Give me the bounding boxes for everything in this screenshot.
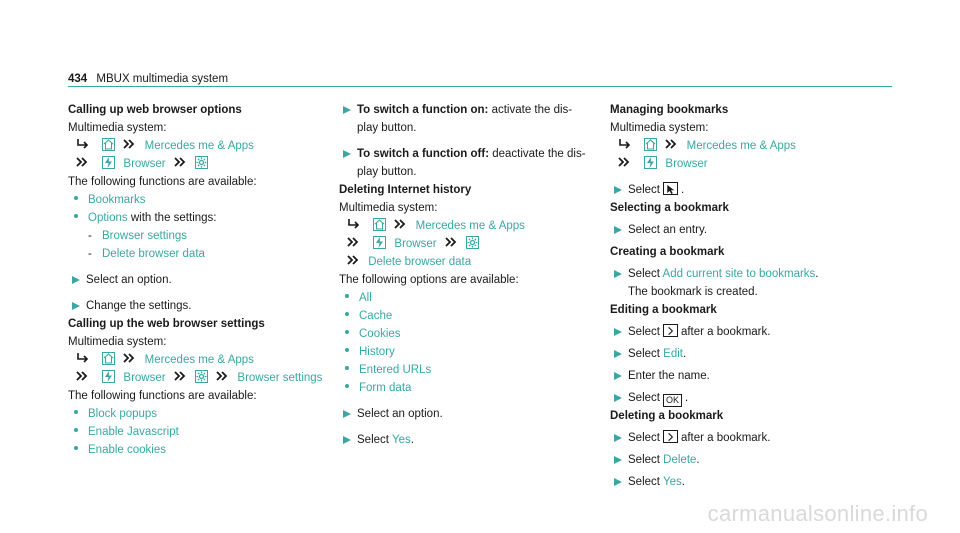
step-item: Select an entry.: [610, 221, 890, 239]
watermark: carmanualsonline.info: [707, 501, 928, 526]
column-2: [339, 101, 599, 449]
step-item: Select after a bookmark.: [610, 429, 890, 447]
multimedia-label: Multimedia system:: [68, 336, 167, 348]
step-note: The bookmark is created.: [628, 286, 758, 298]
link-block-popups[interactable]: Block popups: [88, 408, 158, 420]
nav-path: [339, 217, 599, 235]
header-divider: [68, 86, 892, 87]
bullet: [74, 410, 78, 414]
step-continuation: play button.: [357, 122, 417, 134]
step-triangle-icon: [614, 226, 622, 234]
step-item: Select Yes.: [610, 473, 890, 491]
bullet: [74, 196, 78, 200]
list-item: [339, 343, 599, 361]
step-triangle-icon: [614, 372, 622, 380]
step-triangle-icon: [614, 456, 622, 464]
link-cookies[interactable]: Cookies: [359, 328, 401, 340]
double-chevron-icon: [76, 371, 89, 381]
list-item: [339, 307, 599, 325]
list-item: [68, 191, 328, 209]
nav-path-2: [68, 155, 328, 173]
step-triangle-icon: [614, 478, 622, 486]
nav-path-2: [339, 235, 599, 253]
header-title: MBUX multimedia system: [96, 73, 229, 85]
nav-link-mercedes-me[interactable]: Mercedes me & Apps: [144, 354, 254, 366]
nav-path-3: [339, 253, 599, 271]
intro-text: The following options are available:: [339, 274, 519, 286]
bullet: [345, 330, 349, 334]
bullet: [74, 428, 78, 432]
list-item: [68, 405, 328, 423]
chevron-right-icon: [663, 430, 678, 443]
gear-icon: [466, 236, 479, 249]
link-form-data[interactable]: Form data: [359, 382, 412, 394]
column-1: [68, 101, 328, 459]
nav-link-delete-browser-data[interactable]: Delete browser data: [368, 256, 472, 268]
step-item: Select OK .: [610, 389, 890, 407]
browser-globe-icon: [373, 236, 386, 249]
chevron-right-icon: [663, 324, 678, 337]
link-history[interactable]: History: [359, 346, 395, 358]
step-triangle-icon: [343, 106, 351, 114]
link-bookmarks[interactable]: Bookmarks: [88, 194, 146, 206]
section-title: Editing a bookmark: [610, 304, 717, 316]
step-triangle-icon: [343, 410, 351, 418]
nav-link-browser[interactable]: Browser: [123, 372, 166, 384]
browser-globe-icon: [102, 156, 115, 169]
gear-icon: [195, 156, 208, 169]
home-icon: [644, 138, 657, 151]
bullet: [345, 384, 349, 388]
link-cache[interactable]: Cache: [359, 310, 393, 322]
home-icon: [102, 352, 115, 365]
section-title: Calling up the web browser settings: [68, 318, 265, 330]
link-options[interactable]: Options: [88, 212, 128, 224]
link-delete-browser-data[interactable]: Delete browser data: [102, 248, 205, 260]
link-enable-javascript[interactable]: Enable Javascript: [88, 426, 179, 438]
ok-key-icon: OK: [663, 394, 682, 407]
section-title: Deleting a bookmark: [610, 410, 724, 422]
step-triangle-icon: [614, 328, 622, 336]
step-triangle-icon: [614, 434, 622, 442]
return-arrow-icon: [347, 218, 361, 230]
step-triangle-icon: [614, 270, 622, 278]
step-item: To switch a function on: activate the dis-: [339, 101, 599, 119]
step-item: Select after a bookmark.: [610, 323, 890, 341]
home-icon: [102, 138, 115, 151]
multimedia-label: Multimedia system:: [610, 122, 709, 134]
page-number: 434: [68, 73, 88, 85]
multimedia-label: Multimedia system:: [68, 122, 167, 134]
step-item: Select Delete.: [610, 451, 890, 469]
step-item: Select Edit.: [610, 345, 890, 363]
bullet: [74, 214, 78, 218]
step-item: Select .: [610, 181, 890, 199]
browser-globe-icon: [102, 370, 115, 383]
list-item: [68, 209, 328, 227]
step-item: To switch a function off: deactivate the dis-: [339, 145, 599, 163]
step-item: Enter the name.: [610, 367, 890, 385]
list-text: with the settings:: [127, 212, 217, 224]
nav-path-2: [610, 155, 890, 173]
double-chevron-icon: [665, 139, 678, 149]
nav-link-browser[interactable]: Browser: [394, 238, 437, 250]
home-icon: [373, 218, 386, 231]
intro-text: The following functions are available:: [68, 390, 257, 402]
double-chevron-icon: [347, 255, 360, 265]
link-delete[interactable]: Delete: [663, 454, 697, 466]
list-item: [68, 423, 328, 441]
list-item: [68, 441, 328, 459]
step-triangle-icon: [614, 350, 622, 358]
return-arrow-icon: [76, 138, 90, 150]
sub-list-item: - Delete browser data: [88, 248, 205, 260]
nav-link-browser[interactable]: Browser: [123, 158, 166, 170]
list-item: [339, 325, 599, 343]
sub-list-item: - Browser settings: [88, 230, 188, 242]
link-yes[interactable]: Yes: [391, 434, 411, 446]
section-title: Calling up web browser options: [68, 104, 242, 116]
return-arrow-icon: [76, 352, 90, 364]
list-item: [339, 379, 599, 397]
step-item: Select Add current site to bookmarks.: [610, 265, 890, 283]
link-add-current-site[interactable]: Add current site to bookmarks: [662, 268, 816, 280]
step-triangle-icon: [343, 150, 351, 158]
step-item: Select an option.: [68, 271, 328, 289]
gear-icon: [195, 370, 208, 383]
nav-link-browser-settings[interactable]: Browser settings: [237, 372, 323, 384]
section-title: Selecting a bookmark: [610, 202, 729, 214]
link-edit[interactable]: Edit: [663, 348, 683, 360]
nav-link-browser[interactable]: Browser: [665, 158, 708, 170]
double-chevron-icon: [347, 237, 360, 247]
section-title: Creating a bookmark: [610, 246, 725, 258]
intro-text: The following functions are available:: [68, 176, 257, 188]
double-chevron-icon: [394, 219, 407, 229]
double-chevron-icon: [216, 371, 229, 381]
step-triangle-icon: [614, 394, 622, 402]
column-3: [610, 101, 890, 491]
nav-path: [68, 137, 328, 155]
double-chevron-icon: [174, 371, 187, 381]
link-enable-cookies[interactable]: Enable cookies: [88, 444, 166, 456]
step-item: Select Yes.: [339, 431, 599, 449]
step-item: Select an option.: [339, 405, 599, 423]
cursor-icon: [663, 182, 678, 195]
nav-link-mercedes-me[interactable]: Mercedes me & Apps: [686, 140, 796, 152]
double-chevron-icon: [174, 157, 187, 167]
double-chevron-icon: [123, 139, 136, 149]
step-triangle-icon: [72, 302, 80, 310]
double-chevron-icon: [123, 353, 136, 363]
bullet: [74, 446, 78, 450]
browser-globe-icon: [644, 156, 657, 169]
bullet: [345, 312, 349, 316]
double-chevron-icon: [76, 157, 89, 167]
step-triangle-icon: [614, 186, 622, 194]
link-browser-settings[interactable]: Browser settings: [102, 230, 188, 242]
step-triangle-icon: [343, 436, 351, 444]
return-arrow-icon: [618, 138, 632, 150]
bullet: [345, 294, 349, 298]
section-title: Deleting Internet history: [339, 184, 472, 196]
bullet: [345, 348, 349, 352]
multimedia-label: Multimedia system:: [339, 202, 438, 214]
link-yes[interactable]: Yes: [662, 476, 682, 488]
step-triangle-icon: [72, 276, 80, 284]
nav-path-2: [68, 369, 328, 387]
nav-link-mercedes-me[interactable]: Mercedes me & Apps: [415, 220, 525, 232]
link-entered-urls[interactable]: Entered URLs: [359, 364, 432, 376]
list-item: [339, 289, 599, 307]
nav-path: [68, 351, 328, 369]
link-all[interactable]: All: [359, 292, 372, 304]
step-item: Change the settings.: [68, 297, 328, 315]
double-chevron-icon: [618, 157, 631, 167]
nav-link-mercedes-me[interactable]: Mercedes me & Apps: [144, 140, 254, 152]
bullet: [345, 366, 349, 370]
double-chevron-icon: [445, 237, 458, 247]
section-title: Managing bookmarks: [610, 104, 729, 116]
step-continuation: play button.: [357, 166, 417, 178]
nav-path: [610, 137, 890, 155]
list-item: [339, 361, 599, 379]
